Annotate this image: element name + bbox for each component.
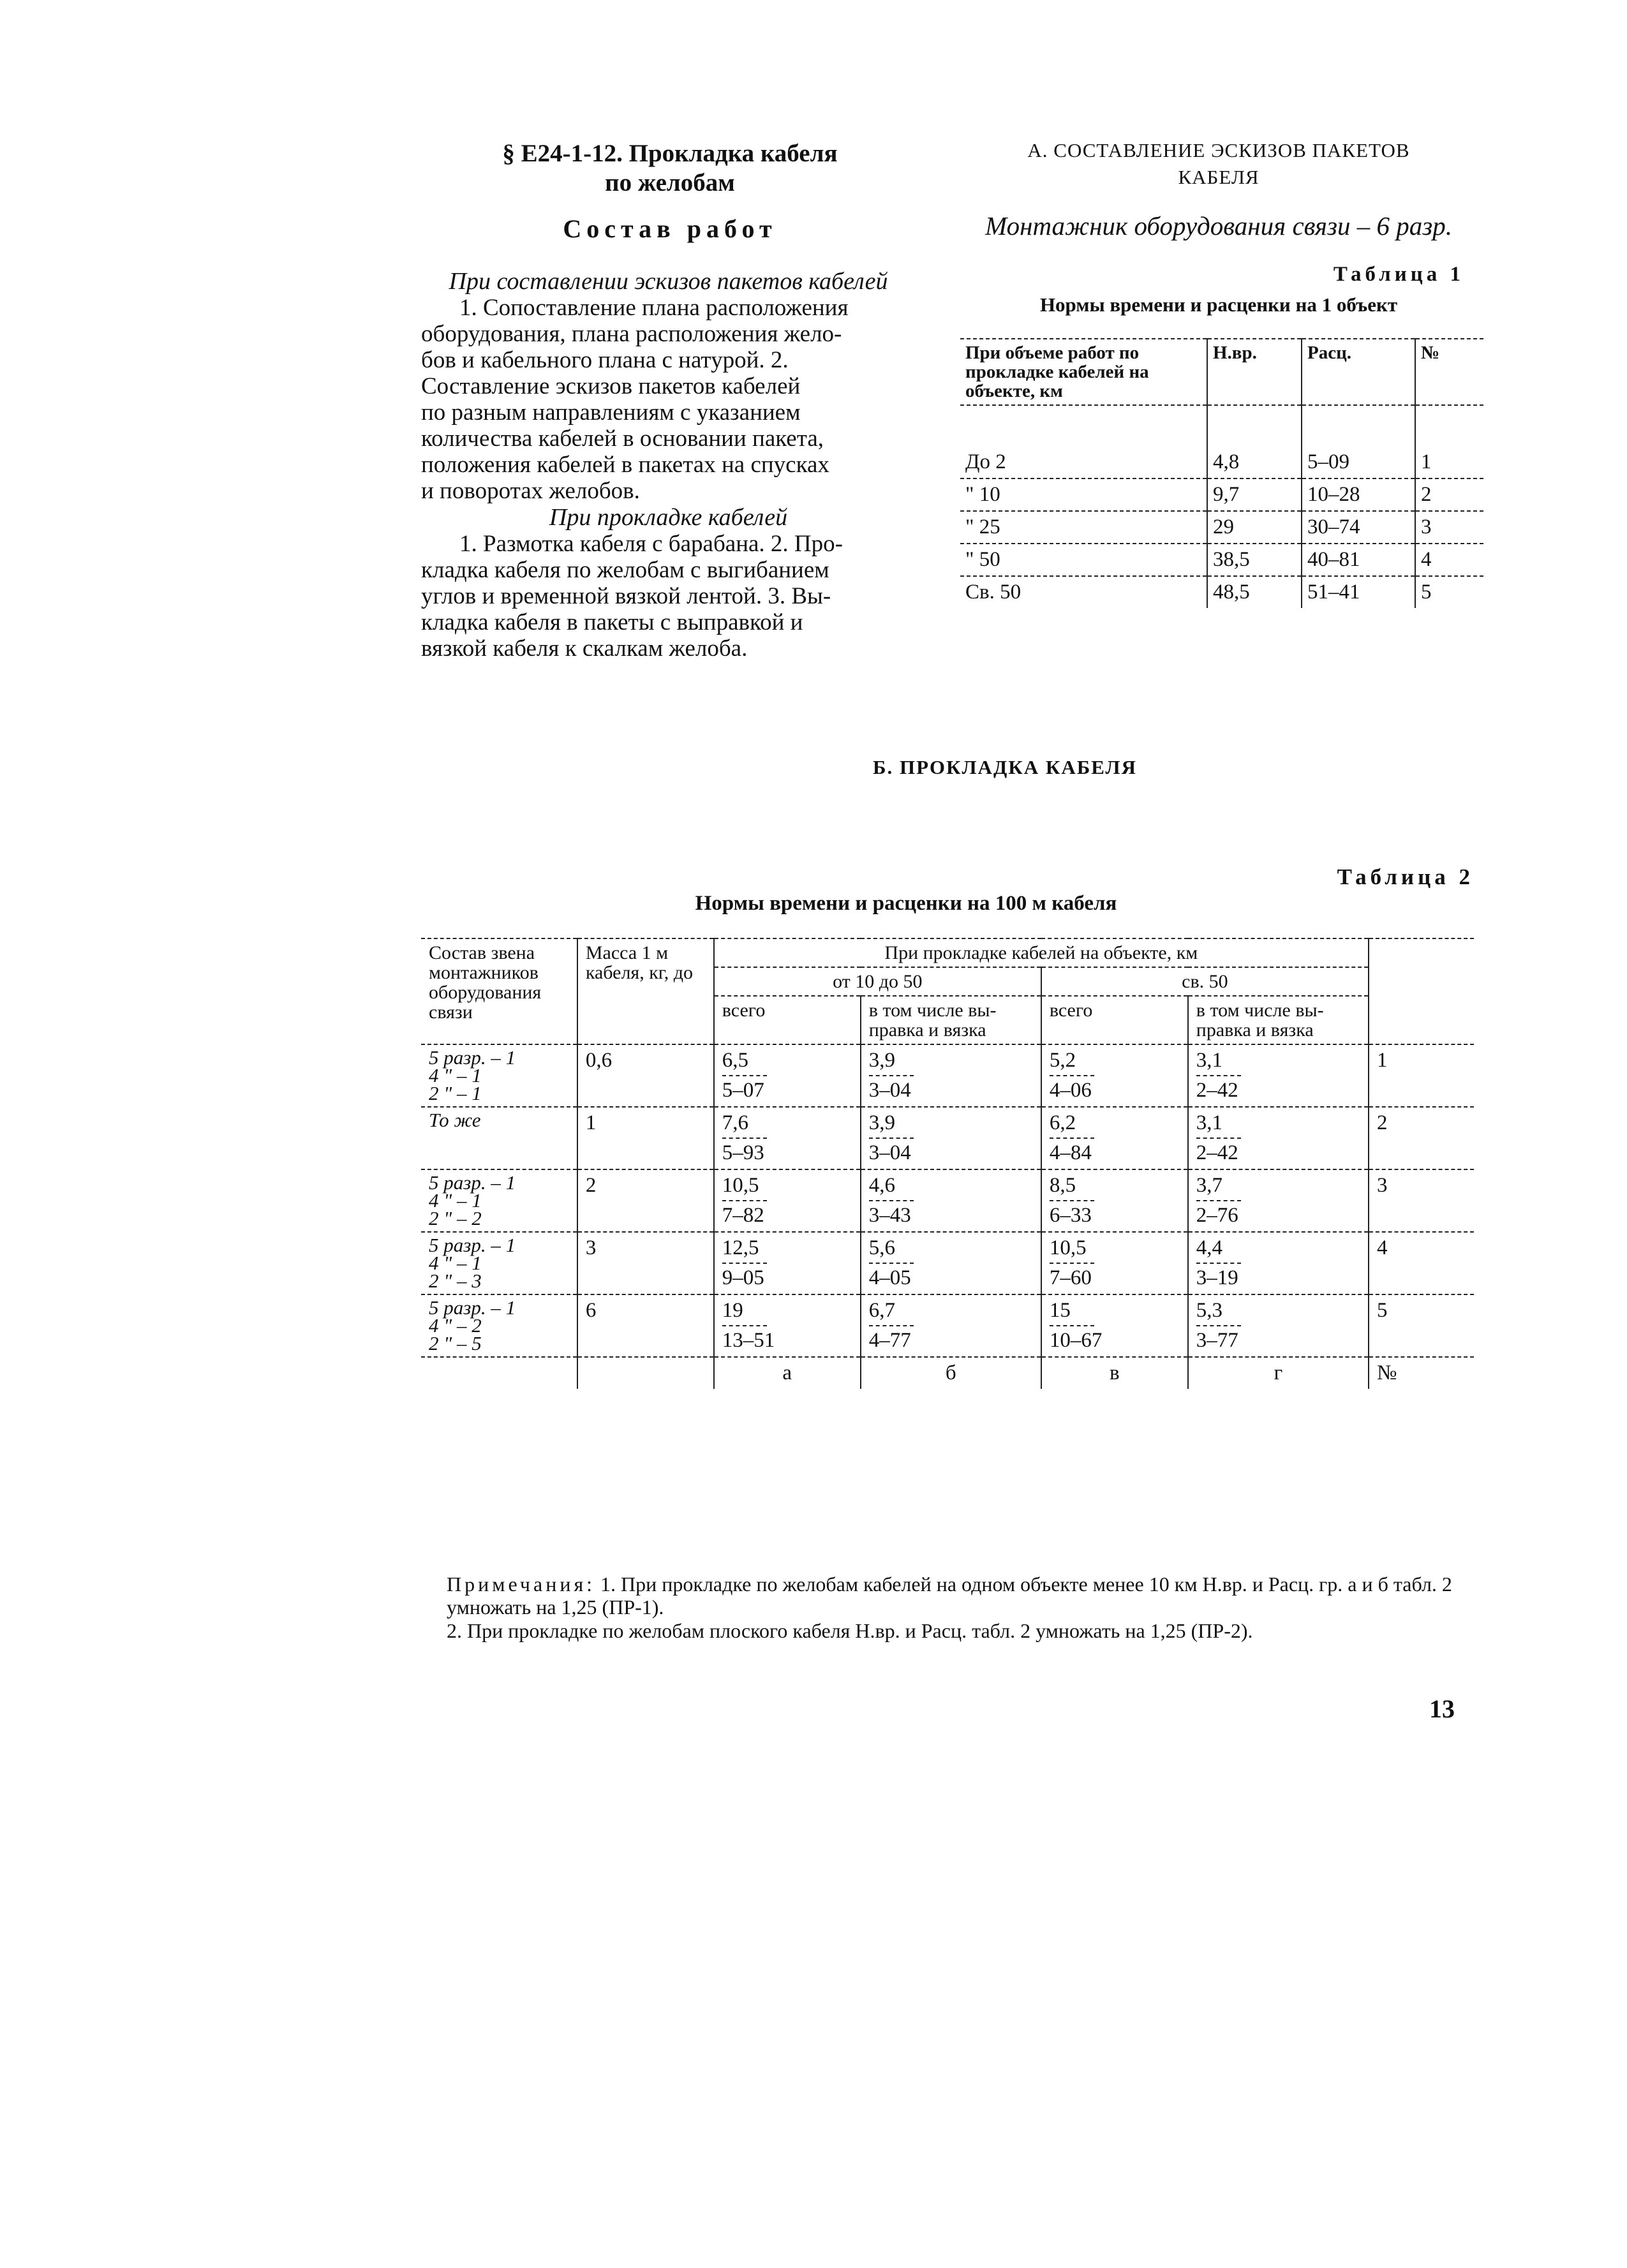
t2-header-vsego-v: всего	[1041, 996, 1188, 1044]
subhead-laying: При прокладке кабелей	[549, 504, 788, 531]
t2-cell-massa: 2	[577, 1169, 714, 1232]
table2-body	[421, 1044, 1474, 1357]
section-title: § Е24-1-12. Прокладка кабеля по желобам	[502, 140, 838, 196]
table2-header-row-1	[421, 938, 1474, 967]
t2-cell-sostav: 5 разр. – 1 4 " – 1 2 " – 1	[421, 1044, 577, 1107]
fraction-line	[722, 1075, 767, 1076]
t2-cell-sostav: 5 разр. – 1 4 " – 2 2 " – 5	[421, 1294, 577, 1357]
t2-cell-b: 3,9 3–04	[861, 1107, 1041, 1169]
fraction-line	[1050, 1263, 1094, 1264]
t2-header-10-50: от 10 до 50	[714, 967, 1041, 996]
fraction-line	[1196, 1263, 1241, 1264]
table-row	[421, 1044, 1474, 1107]
note-1: Примечания: 1. При прокладке по желобам кабелей на одном объекте менее 10 км Н.вр. и Расц. гр. а и б табл. 2 умножать на 1,25 (ПР-1).	[447, 1573, 1452, 1619]
t2-cell-v: 5,2 4–06	[1041, 1044, 1188, 1107]
t1-header-num: №	[1415, 339, 1483, 405]
fraction-line	[1050, 1075, 1094, 1076]
table-row: Св. 50 48,5 51–41 5	[960, 576, 1483, 608]
t2-cell-massa: 6	[577, 1294, 714, 1357]
fraction-line	[722, 1325, 767, 1326]
t2-cell-b: 5,6 4–05	[861, 1232, 1041, 1294]
t2-cell-v: 10,5 7–60	[1041, 1232, 1188, 1294]
fraction-line	[1196, 1325, 1241, 1326]
t2-cell-num: 5	[1369, 1294, 1474, 1357]
fraction-line	[869, 1325, 914, 1326]
t2-cell-massa: 0,6	[577, 1044, 714, 1107]
table-row	[421, 1294, 1474, 1357]
table-2	[421, 938, 1474, 1389]
t2-header-pri: При прокладке кабелей на объекте, км	[714, 938, 1369, 967]
t1-header-volume: При объеме работ по прокладке кабелей на объекте, км	[960, 339, 1207, 405]
page-number: 13	[1429, 1694, 1455, 1723]
t2-cell-massa: 1	[577, 1107, 714, 1169]
fraction-line	[869, 1075, 914, 1076]
fraction-line	[722, 1263, 767, 1264]
table1-header-row	[960, 339, 1483, 405]
t2-cell-num: 2	[1369, 1107, 1474, 1169]
table-row	[421, 1169, 1474, 1232]
t2-cell-a: 19 13–51	[714, 1294, 861, 1357]
t2-header-num-empty	[1369, 938, 1474, 1044]
t2-header-sostav: Состав звена монтажников оборудования связи	[421, 938, 577, 1044]
section-a-heading: А. СОСТАВЛЕНИЕ ЭСКИЗОВ ПАКЕТОВ КАБЕЛЯ	[1027, 139, 1410, 188]
table1-caption: Нормы времени и расценки на 1 объект	[1039, 293, 1398, 316]
t2-cell-a: 7,6 5–93	[714, 1107, 861, 1169]
table-row: " 25 29 30–74 3	[960, 511, 1483, 544]
section-b-heading: Б. ПРОКЛАДКА КАБЕЛЯ	[873, 756, 1137, 778]
t2-cell-g: 3,7 2–76	[1188, 1169, 1369, 1232]
table2-footer-row: а б в г №	[421, 1357, 1474, 1389]
table2-label: Таблица 2	[1337, 864, 1474, 889]
notes-prefix: Примечания:	[447, 1573, 596, 1596]
t2-cell-a: 12,5 9–05	[714, 1232, 861, 1294]
t2-cell-v: 15 10–67	[1041, 1294, 1188, 1357]
fraction-line	[722, 1138, 767, 1139]
fraction-line	[869, 1138, 914, 1139]
t2-header-vtom-g: в том числе вы-правка и вязка	[1188, 996, 1369, 1044]
t2-cell-num: 1	[1369, 1044, 1474, 1107]
t2-cell-a: 10,5 7–82	[714, 1169, 861, 1232]
t2-cell-num: 4	[1369, 1232, 1474, 1294]
t2-cell-g: 5,3 3–77	[1188, 1294, 1369, 1357]
fraction-line	[869, 1263, 914, 1264]
paragraph-laying: 1. Размотка кабеля с барабана. 2. Про- кладка кабеля по желобам с выгибанием углов и временной вязкой лентой. 3. Вы- кладка кабеля в пакеты с выправкой и вязкой кабеля к скалкам желоба.	[421, 531, 843, 662]
sostav-rabot-heading: Состав работ	[563, 214, 777, 243]
subhead-sketches: При составлении эскизов пакетов кабелей	[449, 268, 888, 295]
table-row	[421, 1107, 1474, 1169]
t2-header-massa: Масса 1 м кабеля, кг, до	[577, 938, 714, 1044]
t2-cell-a: 6,5 5–07	[714, 1044, 861, 1107]
table-row: " 10 9,7 10–28 2	[960, 478, 1483, 511]
t2-cell-g: 3,1 2–42	[1188, 1044, 1369, 1107]
table-1	[960, 338, 1483, 608]
t2-cell-b: 3,9 3–04	[861, 1044, 1041, 1107]
t2-cell-num: 3	[1369, 1169, 1474, 1232]
t2-header-vtom-b: в том числе вы-правка и вязка	[861, 996, 1041, 1044]
fraction-line	[1050, 1325, 1094, 1326]
paragraph-sketches: 1. Сопоставление плана расположения оборудования, плана расположения жело- бов и кабельного плана с натурой. 2. Составление эскизов пакетов кабелей по разным направлениям с указанием количества кабелей в основании пакета, положения кабелей в пакетах на спусках и поворотах желобов.	[421, 295, 849, 504]
montazhnik-line: Монтажник оборудования связи – 6 разр.	[985, 211, 1452, 241]
fraction-line	[869, 1200, 914, 1201]
t2-cell-b: 6,7 4–77	[861, 1294, 1041, 1357]
fraction-line	[722, 1200, 767, 1201]
fraction-line	[1196, 1075, 1241, 1076]
fraction-line	[1050, 1200, 1094, 1201]
t2-cell-sostav: То же	[421, 1107, 577, 1169]
t2-cell-v: 8,5 6–33	[1041, 1169, 1188, 1232]
t2-cell-massa: 3	[577, 1232, 714, 1294]
t2-cell-b: 4,6 3–43	[861, 1169, 1041, 1232]
t2-cell-v: 6,2 4–84	[1041, 1107, 1188, 1169]
fraction-line	[1196, 1200, 1241, 1201]
table-row	[421, 1232, 1474, 1294]
t1-header-rasc: Расц.	[1302, 339, 1415, 405]
table2-caption: Нормы времени и расценки на 100 м кабеля	[695, 892, 1117, 915]
fraction-line	[1050, 1138, 1094, 1139]
fraction-line	[1196, 1138, 1241, 1139]
table1-label: Таблица 1	[1333, 263, 1464, 286]
t2-cell-g: 4,4 3–19	[1188, 1232, 1369, 1294]
left-text-block	[421, 268, 916, 662]
t2-cell-sostav: 5 разр. – 1 4 " – 1 2 " – 3	[421, 1232, 577, 1294]
t2-cell-sostav: 5 разр. – 1 4 " – 1 2 " – 2	[421, 1169, 577, 1232]
t1-header-nvr: Н.вр.	[1207, 339, 1302, 405]
table-row: " 50 38,5 40–81 4	[960, 544, 1483, 576]
table-row: До 2 4,8 5–09 1	[960, 405, 1483, 478]
t2-cell-g: 3,1 2–42	[1188, 1107, 1369, 1169]
t2-header-sv50: св. 50	[1041, 967, 1369, 996]
t2-header-vsego-a: всего	[714, 996, 861, 1044]
note-2: 2. При прокладке по желобам плоского кабеля Н.вр. и Расц. табл. 2 умножать на 1,25 (ПР-2).	[447, 1619, 1253, 1642]
